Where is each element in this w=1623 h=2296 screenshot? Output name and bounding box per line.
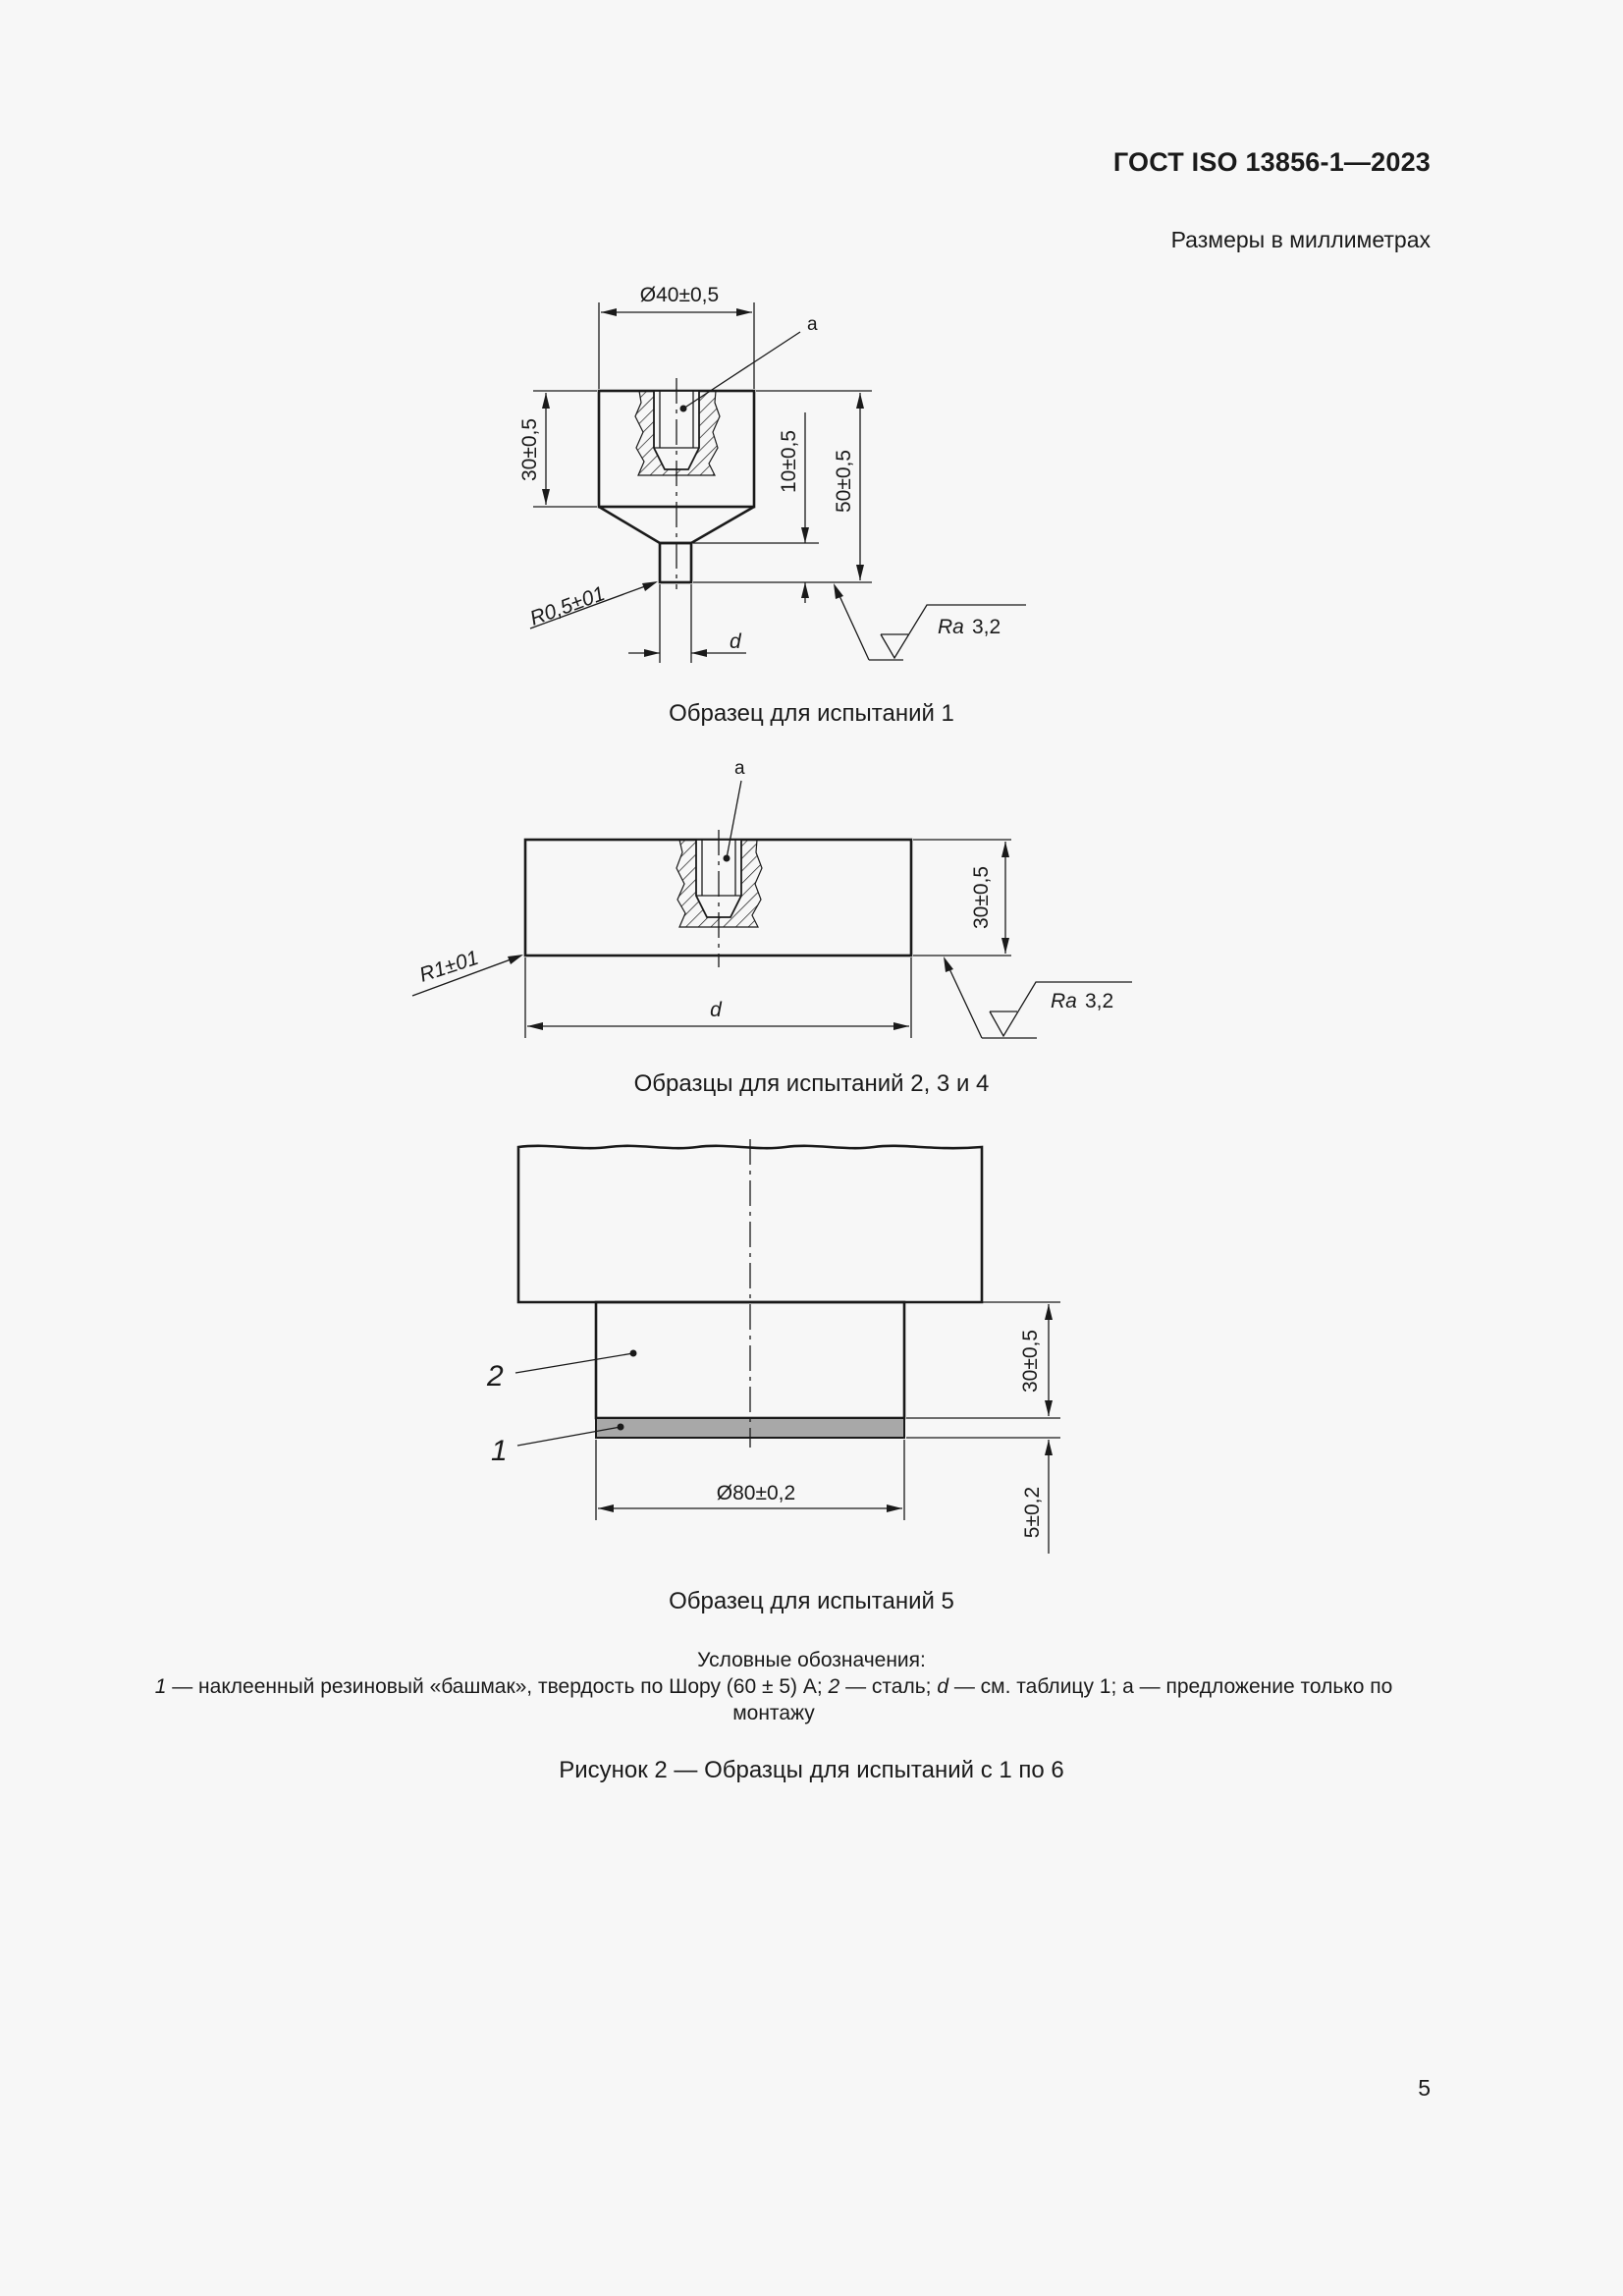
specimen1-diameter-label: Ø40±0,5 <box>639 284 720 306</box>
specimen2-caption: Образцы для испытаний 2, 3 и 4 <box>633 1070 990 1097</box>
legend-item-1-text: — наклеенный резиновый «башмак», твердость по Шору (60 ± 5) А; <box>166 1675 829 1698</box>
specimen1-caption: Образец для испытаний 1 <box>669 700 954 727</box>
specimen2-d-label: d <box>710 999 722 1021</box>
figure-title: Рисунок 2 — Образцы для испытаний с 1 по 6 <box>559 1757 1064 1783</box>
specimen1-d-label: d <box>730 630 741 653</box>
specimen2-radius-label: R1±01 <box>416 946 482 987</box>
specimen2-ra-value: 3,2 <box>1085 990 1114 1012</box>
specimen1-ra-label: Ra <box>938 616 964 638</box>
specimen5-thickness-label: 5±0,2 <box>1021 1486 1044 1539</box>
specimen1-pin <box>660 543 691 582</box>
page-number: 5 <box>1418 2075 1431 2101</box>
specimen1-dim-50-label: 50±0,5 <box>833 449 855 514</box>
specimen1-radius-label: R0,5±01 <box>526 581 609 630</box>
specimen5-height-label: 30±0,5 <box>1019 1329 1042 1394</box>
specimen5-label-2: 2 <box>487 1360 504 1393</box>
specimen5-caption: Образец для испытаний 5 <box>669 1588 954 1614</box>
test-specimen-2-4-drawing <box>412 758 1132 1038</box>
document-title: ГОСТ ISO 13856-1—2023 <box>1112 147 1431 177</box>
specimen2-height-label: 30±0,5 <box>970 865 993 930</box>
legend-item-2-text: — сталь; <box>839 1675 938 1698</box>
specimen1-ra-value: 3,2 <box>972 616 1001 638</box>
specimen2-label-a: a <box>734 758 745 779</box>
legend-title: Условные обозначения: <box>697 1649 926 1671</box>
legend-item-1-number: 1 <box>154 1675 167 1698</box>
specimen5-diameter-label: Ø80±0,2 <box>716 1482 796 1504</box>
specimen1-height-label: 30±0,5 <box>518 417 541 482</box>
specimen1-dim-10-label: 10±0,5 <box>778 429 800 494</box>
legend-item-2-number: 2 <box>828 1675 840 1698</box>
legend-item-d-text: — см. таблицу 1; а — предложение только по монтажу <box>732 1675 1393 1724</box>
test-specimen-5-drawing <box>486 1139 1060 1554</box>
legend-item-d-symbol: d <box>937 1675 949 1698</box>
legend-text <box>116 1673 1432 1726</box>
specimen2-ra-label: Ra <box>1051 990 1077 1012</box>
specimen1-label-a: a <box>807 314 818 335</box>
test-specimen-1-drawing <box>518 284 1026 663</box>
units-note: Размеры в миллиметрах <box>1170 227 1431 252</box>
specimen5-label-1: 1 <box>491 1435 508 1467</box>
